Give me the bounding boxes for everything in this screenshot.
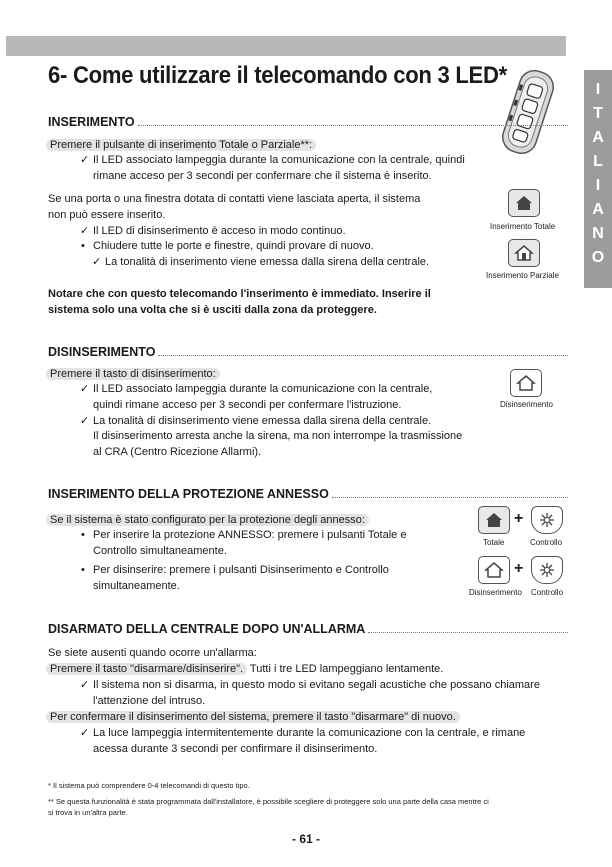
snowflake-icon xyxy=(537,511,557,529)
disinserimento-caption: Disinserimento xyxy=(500,400,553,409)
disinserimento-check-1-cont: quindi rimane acceso per 3 secondi per confermare l'istruzione. xyxy=(93,399,402,411)
annesso-intro: Se il sistema è stato configurato per la protezione degli annesso: xyxy=(46,514,369,526)
annesso-controllo-caption: Controllo xyxy=(530,538,563,547)
plus-sign: + xyxy=(514,560,524,577)
disinserimento-check-2-cont2: al CRA (Centro Ricezione Allarmi). xyxy=(93,446,262,458)
inserimento-bullet-1: • Chiudere tutte le porte e finestre, quindi provare di nuovo. xyxy=(93,238,374,254)
inserimento-check-2: ✓ Il LED di disinserimento è acceso in modo continuo. xyxy=(93,223,346,239)
language-tab-letter: O xyxy=(591,249,605,266)
footnote-2: ** Se questa funzionalità è stata programmata dall'installatore, è possibile scegliere di proteggere solo una parte della casa mentre ci xyxy=(48,797,489,806)
language-tab-letter: A xyxy=(592,201,604,218)
disinserimento-check-1: ✓ Il LED associato lampeggia durante la comunicazione con la centrale, xyxy=(93,381,432,397)
header-bar xyxy=(6,36,566,56)
annesso-disins-caption: Disinserimento xyxy=(469,588,522,597)
language-tab-letter: I xyxy=(595,81,601,98)
annesso-bullet-2: • Per disinserire: premere i pulsanti Disinserimento e Controllo xyxy=(93,562,389,578)
footnote-1: * Il sistema può comprendere 0-4 telecomandi di questo tipo. xyxy=(48,781,250,790)
home-outline-icon xyxy=(516,374,536,392)
disarmato-check-1: ✓ Il sistema non si disarma, in questo modo si evitano segali acustiche che possano chiamare xyxy=(93,677,540,693)
parziale-caption: Inserimento Parziale xyxy=(486,271,559,280)
disarmato-check-2-cont: acessa durante 3 secondi per confirmare il disinserimento. xyxy=(93,743,378,755)
annesso-totale-caption: Totale xyxy=(483,538,505,547)
annesso-bullet-1-cont: Controllo simultaneamente. xyxy=(93,545,227,557)
disarmato-check-2: ✓ La luce lampeggia intermitentemente durante la comunicazione con la centrale, e rimane xyxy=(93,725,525,741)
disinserimento-check-2-cont: Il disinserimento arresta anche la sirena, ma non interrompe la trasmissione xyxy=(93,430,463,442)
inserimento-para: Se una porta o una finestra dotata di contatti viene lasciata aperta, il sistema xyxy=(48,193,421,205)
annesso-totale-button xyxy=(478,506,510,534)
section-inserimento-heading: INSERIMENTO xyxy=(48,115,568,129)
footnote-2-cont: si trova in un'altra parte. xyxy=(48,808,128,817)
annesso-disins-button xyxy=(478,556,510,584)
disarmato-check-1-cont: l'attenzione del intruso. xyxy=(93,695,206,707)
section-disinserimento-heading: DISINSERIMENTO xyxy=(48,345,568,359)
home-half-icon xyxy=(514,244,534,262)
language-tab-letter: T xyxy=(593,105,603,122)
disinserimento-intro: Premere il tasto di disinserimento: xyxy=(46,368,220,380)
inserimento-note: Notare che con questo telecomando l'inserimento è immediato. Inserire il xyxy=(48,288,431,300)
language-tab-letter: I xyxy=(595,177,601,194)
home-outline-icon xyxy=(484,561,504,579)
totale-button xyxy=(508,189,540,217)
language-tab xyxy=(584,70,612,288)
plus-sign: + xyxy=(514,510,524,527)
inserimento-para-cont: non può essere inserito. xyxy=(48,209,166,221)
inserimento-check-1: ✓ Il LED associato lampeggia durante la comunicazione con la centrale, quindi xyxy=(93,152,465,168)
disinserimento-button xyxy=(510,369,542,397)
snowflake-icon xyxy=(537,561,557,579)
annesso-controllo-button xyxy=(531,506,563,534)
section-disarmato-heading: DISARMATO DELLA CENTRALE DOPO UN'ALLARMA xyxy=(48,622,568,636)
inserimento-intro: Premere il pulsante di inserimento Totale o Parziale**: xyxy=(46,139,316,151)
annesso-bullet-1: • Per inserire la protezione ANNESSO: premere i pulsanti Totale e xyxy=(93,527,406,543)
disarmato-line-1: Se siete ausenti quando ocorre un'allarma: xyxy=(48,647,257,659)
section-annesso-heading: INSERIMENTO DELLA PROTEZIONE ANNESSO xyxy=(48,487,568,501)
language-tab-letter: N xyxy=(592,225,604,242)
page-number: - 61 - xyxy=(291,832,320,846)
language-tab-letter: A xyxy=(592,129,604,146)
language-tab-letter: L xyxy=(593,153,603,170)
disinserimento-check-2: ✓ La tonalità di disinserimento viene emessa dalla sirena della centrale. xyxy=(93,413,431,429)
home-filled-icon xyxy=(484,511,504,529)
annesso-controllo-caption-2: Controllo xyxy=(531,588,564,597)
totale-caption: Inserimento Totale xyxy=(490,222,556,231)
parziale-button xyxy=(508,239,540,267)
annesso-bullet-2-cont: simultaneamente. xyxy=(93,580,180,592)
remote-control-icon xyxy=(497,66,559,158)
annesso-controllo-button-2 xyxy=(531,556,563,584)
page-title: 6- Come utilizzare il telecomando con 3 LED* xyxy=(48,62,508,89)
inserimento-check-3: ✓ La tonalità di inserimento viene emessa dalla sirena della centrale. xyxy=(105,254,429,270)
inserimento-note-cont: sistema solo una volta che si è usciti dalla zona da proteggere. xyxy=(48,304,377,316)
home-filled-icon xyxy=(514,194,534,212)
disarmato-line-2: Premere il tasto "disarmare/disinserire". Tutti i tre LED lampeggiano lentamente. xyxy=(48,661,443,677)
inserimento-check-1-cont: rimane acceso per 3 secondi per confermare che il sistema è inserito. xyxy=(93,170,432,182)
disarmato-line-3: Per confermare il disinserimento del sistema, premere il tasto "disarmare" di nuovo. xyxy=(46,711,460,723)
